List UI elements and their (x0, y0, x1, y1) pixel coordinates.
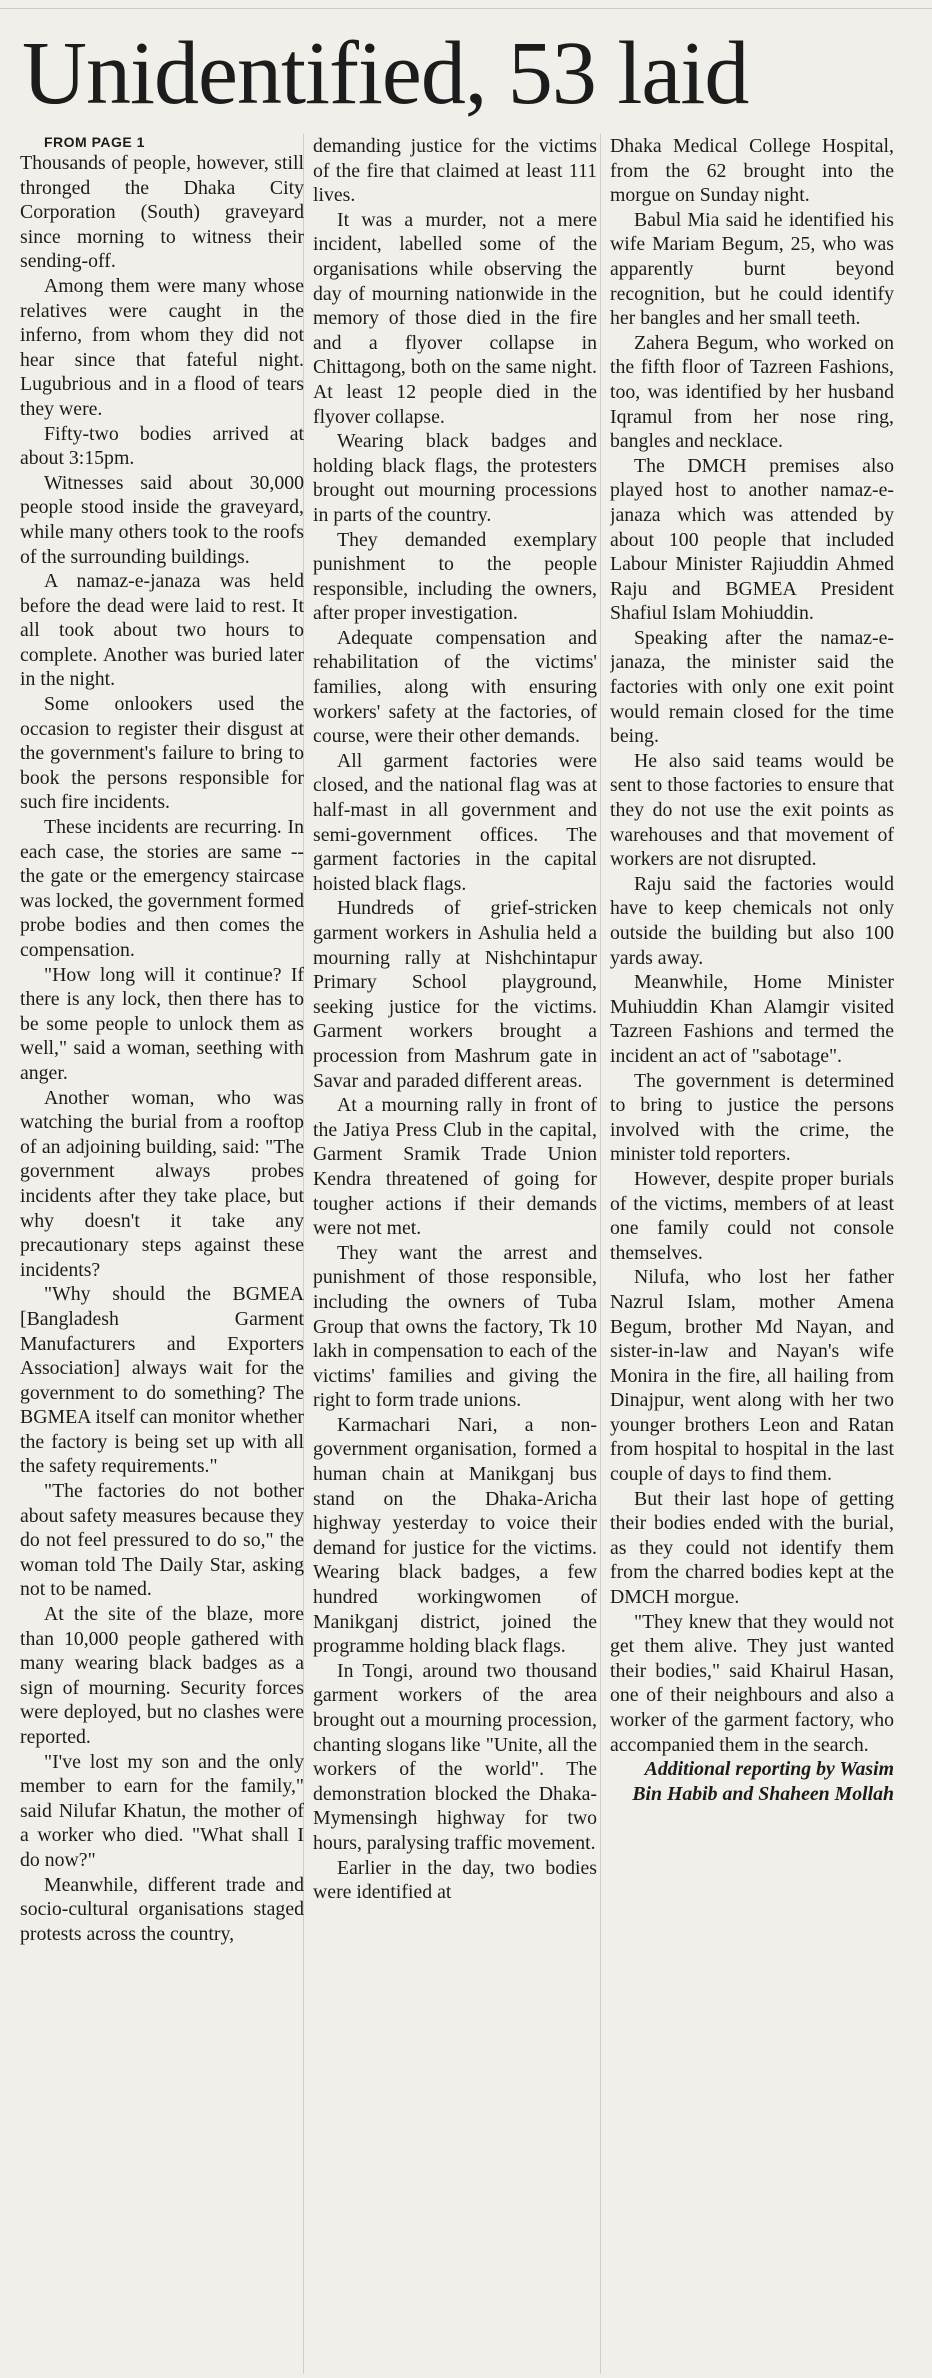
paragraph: Some onlookers used the occasion to register their disgust at the government's failure to bring to book the persons responsible for such fire incidents. (20, 693, 304, 814)
paragraph: It was a murder, not a mere incident, labelled some of the organisations while observing the day of mourning nationwide in the memory of those died in the fire and a flyover collapse in Chittagong, both on the same night. At least 12 people died in the flyover collapse. (313, 208, 597, 428)
paragraph: Nilufa, who lost her father Nazrul Islam, mother Amena Begum, brother Md Nayan, and sister-in-law and Nayan's wife Monira in the fire, all hailing from Dinajpur, went along with her two younger brothers Leon and Ratan from hospital to hospital in the last couple of days to find them. (610, 1266, 894, 1486)
paragraph: Babul Mia said he identified his wife Mariam Begum, 25, who was apparently burnt beyond recognition, but he could identify her bangles and her small teeth. (610, 208, 894, 330)
paragraph: Another woman, who was watching the burial from a rooftop of an adjoining building, said: "The government always probes incidents after they take place, but why doesn't it take any precautionary steps against these incidents? (20, 1086, 304, 1281)
paragraph: Speaking after the namaz-e-janaza, the minister said the factories with only one exit point would remain closed for the time being. (610, 626, 894, 748)
top-rule (0, 0, 932, 9)
paragraph: At a mourning rally in front of the Jatiya Press Club in the capital, Garment Sramik Trade Union Kendra threatened of going for tougher actions if their demands were not met. (313, 1094, 597, 1240)
paragraph: At the site of the blaze, more than 10,000 people gathered with many wearing black badges as a sign of mourning. Security forces were deployed, but no clashes were reported. (20, 1603, 304, 1748)
paragraph: Earlier in the day, two bodies were identified at (313, 1856, 597, 1904)
paragraph: The government is determined to bring to justice the persons involved with the crime, the minister told reporters. (610, 1069, 894, 1166)
paragraph: The DMCH premises also played host to another namaz-e-janaza which was attended by about 100 people that included Labour Minister Rajiuddin Ahmed Raju and BGMEA President Shafiul Islam Mohiuddin. (610, 454, 894, 625)
paragraph: However, despite proper burials of the victims, members of at least one family could not console themselves. (610, 1167, 894, 1264)
paragraph: Meanwhile, Home Minister Muhiuddin Khan Alamgir visited Tazreen Fashions and termed the incident an act of "sabotage". (610, 971, 894, 1067)
paragraph: "I've lost my son and the only member to earn for the family," said Nilufar Khatun, the mother of a worker who died. "What shall I do now?" (20, 1750, 304, 1871)
article-column-1 (20, 134, 304, 2370)
paragraph: Raju said the factories would have to keep chemicals not only outside the building but also 100 yards away. (610, 872, 894, 969)
paragraph: Witnesses said about 30,000 people stood inside the graveyard, while many others took to the roofs of the surrounding buildings. (20, 471, 304, 568)
paragraph: Hundreds of grief-stricken garment workers in Ashulia held a mourning rally at Nishchintapur Primary School playground, seeking justice for the victims. Garment workers brought a procession from Mashrum gate in Savar and paraded different areas. (313, 897, 597, 1092)
reporting-credit: Additional reporting by Wasim Bin Habib and Shaheen Mollah (632, 1758, 894, 1805)
paragraph: All garment factories were closed, and the national flag was at half-mast in all government and semi-government offices. The garment factories in the capital hoisted black flags. (313, 749, 597, 895)
headline: Unidentified, 53 laid (22, 24, 749, 123)
paragraph: "They knew that they would not get them alive. They just wanted their bodies," said Khairul Hasan, one of their neighbours and also a worker of the garment factory, who accompanied them in the search. (610, 1610, 894, 1756)
from-page-label: FROM PAGE 1 (44, 134, 145, 150)
paragraph: These incidents are recurring. In each case, the stories are same -- the gate or the emergency staircase was locked, the government formed probe bodies and then comes the compensation. (20, 816, 304, 961)
article-column-2 (313, 134, 597, 2370)
paragraph: A namaz-e-janaza was held before the dead were laid to rest. It all took about two hours to complete. Another was buried later in the night. (20, 570, 304, 691)
paragraph: In Tongi, around two thousand garment workers of the area brought out a mourning procession, chanting slogans like "Unite, all the workers of the world". The demonstration blocked the Dhaka-Mymensingh highway for two hours, paralysing traffic movement. (313, 1659, 597, 1854)
column-divider (600, 134, 601, 2374)
paragraph: He also said teams would be sent to those factories to ensure that they do not use the exit points as warehouses and that movement of workers are not disrupted. (610, 749, 894, 871)
paragraph: Dhaka Medical College Hospital, from the 62 brought into the morgue on Sunday night. (610, 135, 894, 207)
paragraph: Adequate compensation and rehabilitation of the victims' families, along with ensuring workers' safety at the factories, of course, were their other demands. (313, 626, 597, 748)
paragraph: Zahera Begum, who worked on the fifth floor of Tazreen Fashions, too, was identified by her husband Iqramul from her nose ring, bangles and necklace. (610, 331, 894, 453)
paragraph: They demanded exemplary punishment to the people responsible, including the owners, after proper investigation. (313, 528, 597, 625)
paragraph: They want the arrest and punishment of those responsible, including the owners of Tuba Group that owns the factory, Tk 10 lakh in compensation to each of the victims' families and giving the right to form trade unions. (313, 1241, 597, 1412)
paragraph: Thousands of people, however, still thronged the Dhaka City Corporation (South) graveyard since morning to witness their sending-off. (20, 152, 304, 273)
paragraph: demanding justice for the victims of the fire that claimed at least 111 lives. (313, 135, 597, 207)
article-column-3 (610, 134, 894, 2370)
paragraph: "How long will it continue? If there is any lock, then there has to be some people to unlock them as well," said a woman, seething with anger. (20, 963, 304, 1084)
paragraph: Wearing black badges and holding black flags, the protesters brought out mourning processions in parts of the country. (313, 430, 597, 526)
paragraph: But their last hope of getting their bodies ended with the burial, as they could not identify them from the charred bodies kept at the DMCH morgue. (610, 1487, 894, 1609)
paragraph: "The factories do not bother about safety measures because they do not feel pressured to do so," the woman told The Daily Star, asking not to be named. (20, 1480, 304, 1601)
paragraph: Karmachari Nari, a non-government organisation, formed a human chain at Manikganj bus stand on the Dhaka-Aricha highway yesterday to voice their demand for justice for the victims. Wearing black badges, a few hundred workingwomen of Manikganj district, joined the programme holding black flags. (313, 1413, 597, 1658)
paragraph: Fifty-two bodies arrived at about 3:15pm. (20, 422, 304, 470)
paragraph: Meanwhile, different trade and socio-cultural organisations staged protests across the country, (20, 1873, 304, 1945)
paragraph: "Why should the BGMEA [Bangladesh Garment Manufacturers and Exporters Association] always wait for the government to do something? The BGMEA itself can monitor whether the factory is being set up with all the safety requirements." (20, 1283, 304, 1478)
paragraph: Among them were many whose relatives were caught in the inferno, from whom they did not hear since that fateful night. Lugubrious and in a flood of tears they were. (20, 274, 304, 420)
